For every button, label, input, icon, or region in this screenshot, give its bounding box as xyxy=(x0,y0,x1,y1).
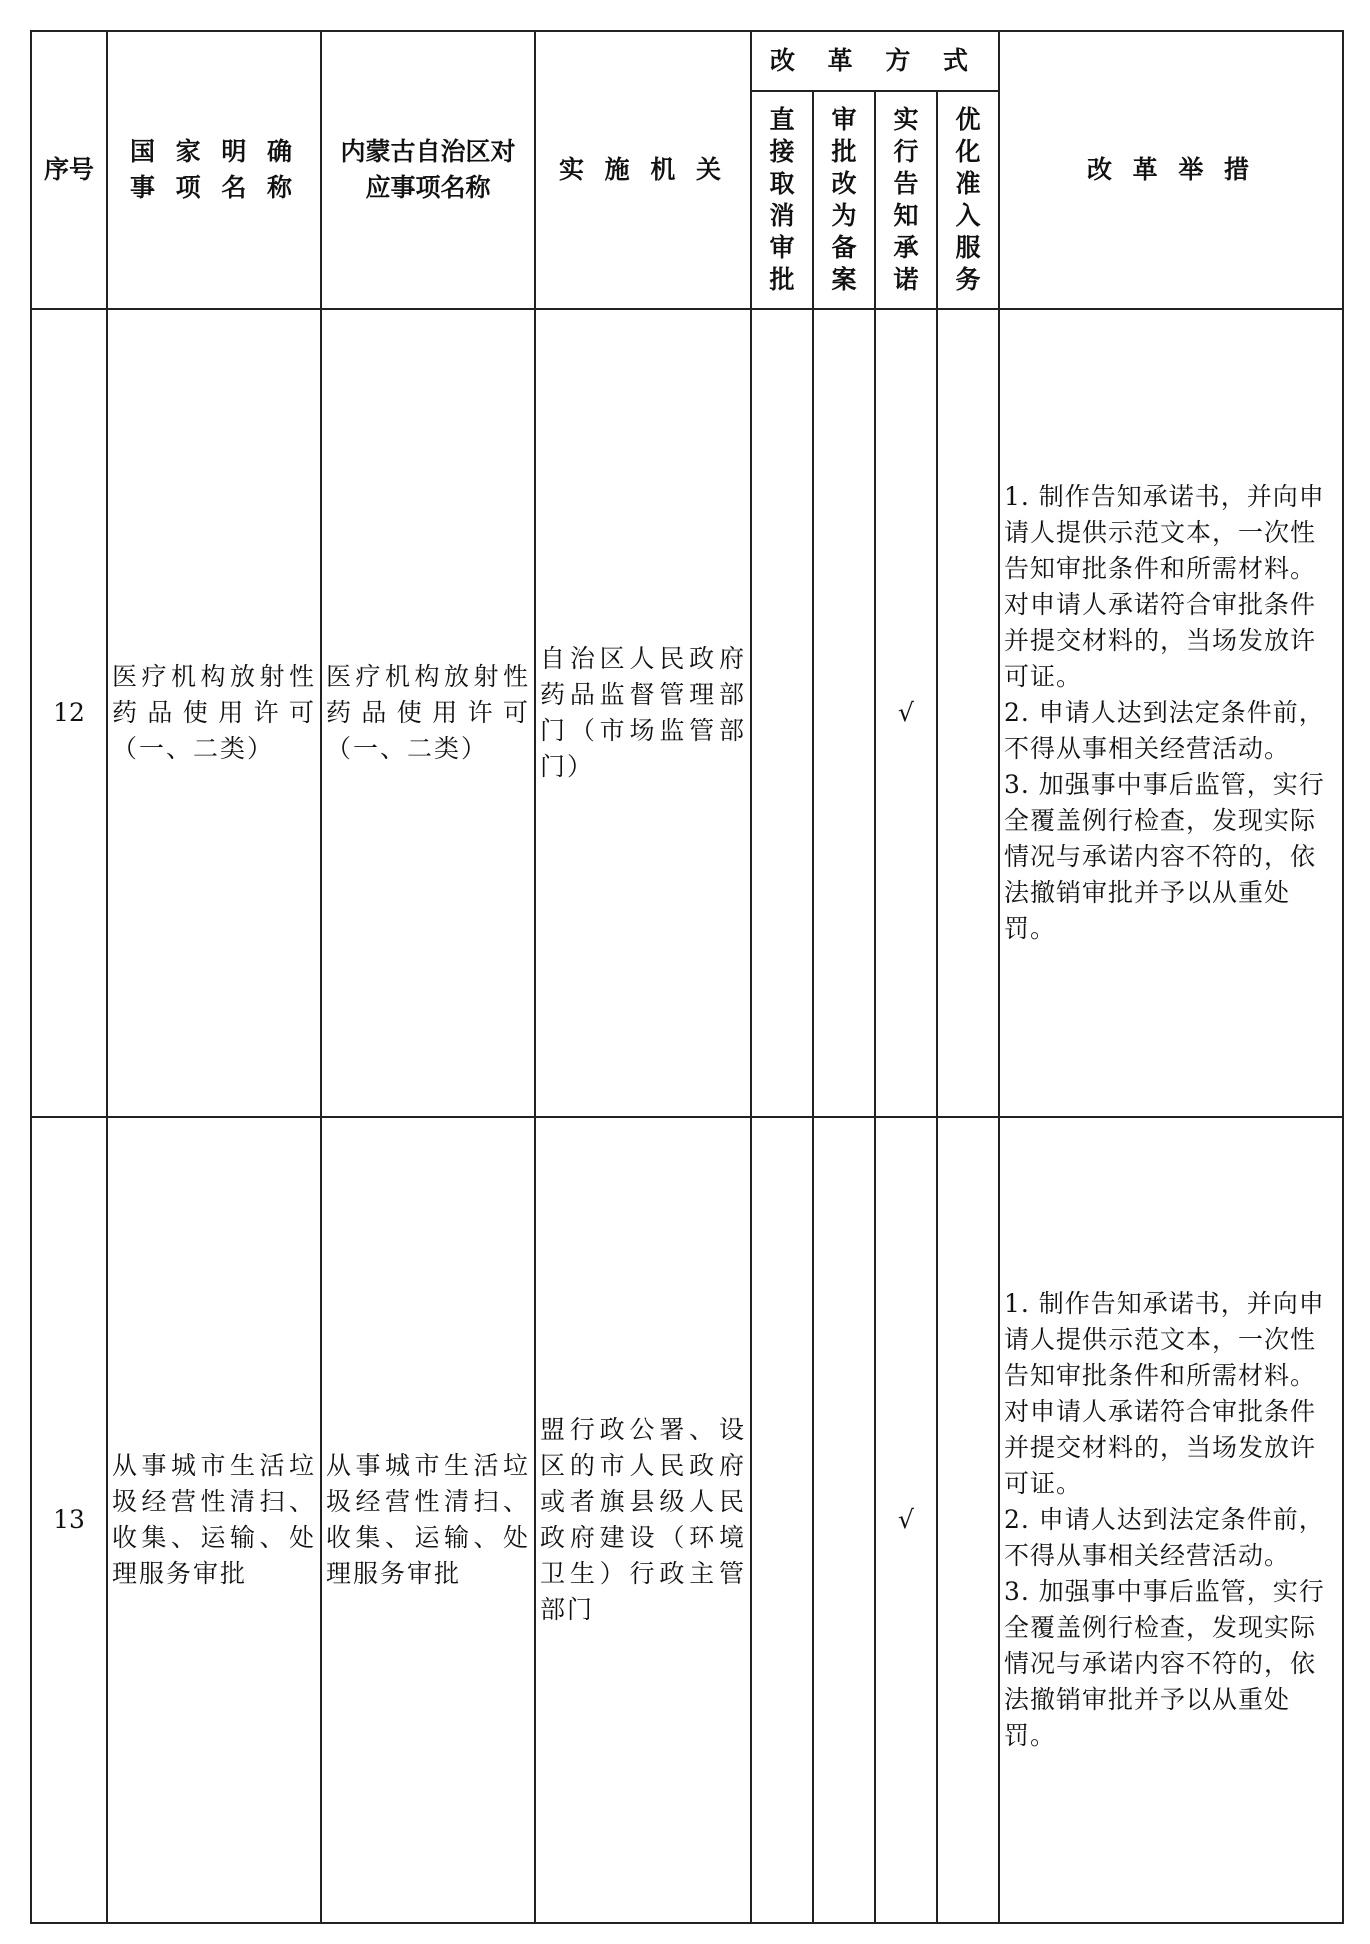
header-row-top xyxy=(31,31,1343,91)
row-mode-filing xyxy=(813,1117,875,1923)
row-seq: 12 xyxy=(31,309,107,1117)
reform-table xyxy=(30,30,1344,1924)
row-mode-cancel xyxy=(751,309,813,1117)
header-mode-notify-label: 实行告知承诺 xyxy=(893,105,919,294)
header-reform-measures: 改 革 举 措 xyxy=(999,31,1343,309)
measure-item: 2. 申请人达到法定条件前，不得从事相关经营活动。 xyxy=(1004,1505,1325,1570)
header-mode-filing-label: 审批改为备案 xyxy=(831,105,857,294)
row-national-item: 医疗机构放射性药品使用许可（一、二类） xyxy=(107,309,321,1117)
header-mode-filing xyxy=(813,91,875,309)
table-row xyxy=(31,309,1343,1117)
row-mode-notify: √ xyxy=(875,1117,937,1923)
row-region-item: 医疗机构放射性药品使用许可（一、二类） xyxy=(321,309,535,1117)
header-seq: 序号 xyxy=(31,31,107,309)
row-agency: 盟行政公署、设区的市人民政府或者旗县级人民政府建设（环境卫生）行政主管部门 xyxy=(535,1117,751,1923)
header-region-item: 内蒙古自治区对应事项名称 xyxy=(321,31,535,309)
row-mode-cancel xyxy=(751,1117,813,1923)
measure-item: 2. 申请人达到法定条件前，不得从事相关经营活动。 xyxy=(1004,698,1325,763)
header-mode-optimize-label: 优化准入服务 xyxy=(955,105,981,294)
header-agency: 实 施 机 关 xyxy=(535,31,751,309)
row-national-item: 从事城市生活垃圾经营性清扫、收集、运输、处理服务审批 xyxy=(107,1117,321,1923)
header-mode-cancel xyxy=(751,91,813,309)
measure-item: 1. 制作告知承诺书，并向申请人提供示范文本，一次性告知审批条件和所需材料。对申请人承诺符合审批条件并提交材料的，当场发放许可证。 xyxy=(1004,1289,1325,1498)
header-mode-cancel-label: 直接取消审批 xyxy=(769,105,795,294)
row-mode-optimize xyxy=(937,309,999,1117)
row-measures xyxy=(999,1117,1343,1923)
header-mode-optimize xyxy=(937,91,999,309)
table-row xyxy=(31,1117,1343,1923)
row-region-item: 从事城市生活垃圾经营性清扫、收集、运输、处理服务审批 xyxy=(321,1117,535,1923)
row-mode-notify: √ xyxy=(875,309,937,1117)
measure-item: 3. 加强事中事后监管，实行全覆盖例行检查，发现实际情况与承诺内容不符的，依法撤销审批并予以从重处罚。 xyxy=(1004,770,1325,943)
row-mode-optimize xyxy=(937,1117,999,1923)
row-mode-filing xyxy=(813,309,875,1117)
row-seq: 13 xyxy=(31,1117,107,1923)
header-mode-notify xyxy=(875,91,937,309)
row-agency: 自治区人民政府药品监督管理部门（市场监管部门） xyxy=(535,309,751,1117)
measure-item: 1. 制作告知承诺书，并向申请人提供示范文本，一次性告知审批条件和所需材料。对申请人承诺符合审批条件并提交材料的，当场发放许可证。 xyxy=(1004,482,1325,691)
row-measures xyxy=(999,309,1343,1117)
header-reform-mode: 改 革 方 式 xyxy=(751,31,999,91)
header-national-item: 国 家 明 确 事 项 名 称 xyxy=(107,31,321,309)
measure-item: 3. 加强事中事后监管，实行全覆盖例行检查，发现实际情况与承诺内容不符的，依法撤销审批并予以从重处罚。 xyxy=(1004,1577,1325,1750)
